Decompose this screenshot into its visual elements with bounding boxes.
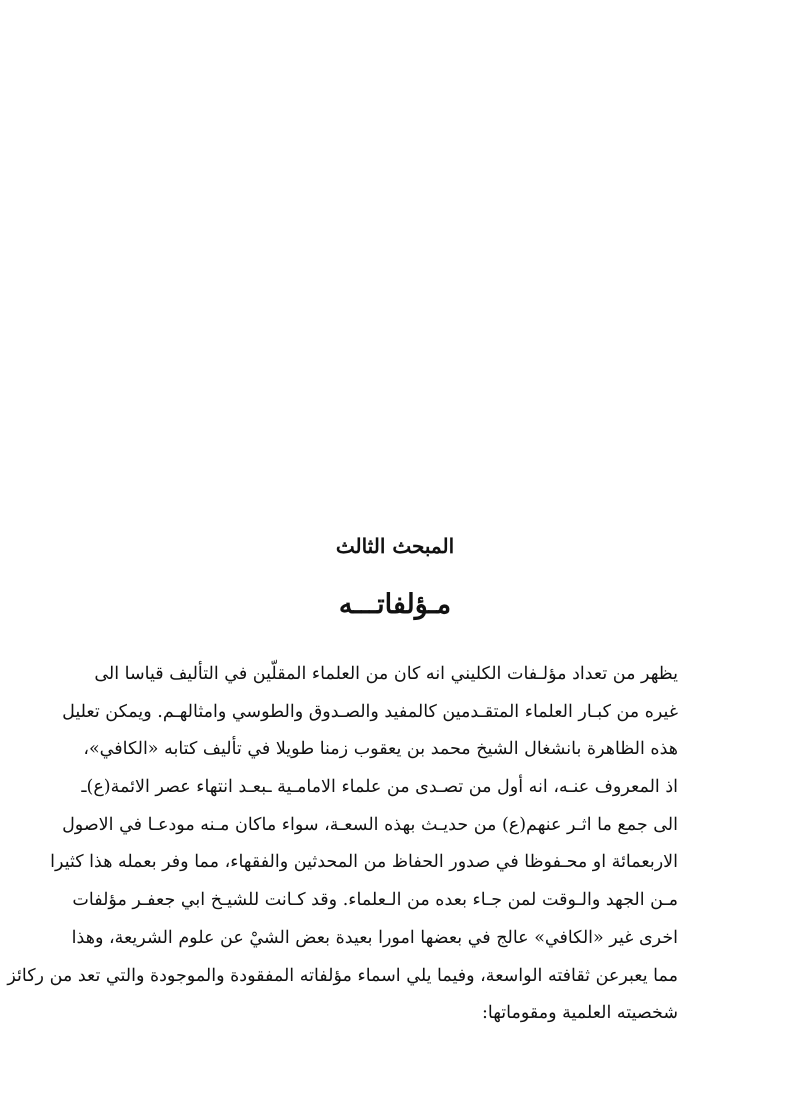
- text-line: مما يعبرعن ثقافته الواسعة، وفيما يلي اسماء مؤلفاته المفقودة والموجودة والتي تعد من ركائز: [7, 965, 678, 986]
- text-line: اخرى غير «الكافي» عالج في بعضها امورا بعيدة بعض الشيْ عن علوم الشريعة، وهذا: [71, 927, 678, 948]
- text-line: الاربعمائة او محـفوظا في صدور الحفاظ من المحدثين والفقهاء، مما وفر بعمله هذا كثيرا: [50, 852, 678, 873]
- text-line: يظهر من تعداد مؤلـفات الكليني انه كان من العلماء المقلّين في التأليف قياسا الى: [94, 664, 678, 684]
- text-line: هذه الظاهرة بانشغال الشيخ محمد بن يعقوب زمنا طويلا في تأليف كتابه «الكافي»،: [83, 739, 678, 760]
- text-line: شخصيته العلمية ومقوماتها:: [481, 1003, 678, 1024]
- chapter-title: مـؤلفاتـــه: [338, 589, 452, 620]
- text-line: اذ المعروف عنـه، انه أول من تصـدى من علماء الامامـية ـبعـد انتهاء عصر الائمة(ع)ـ: [81, 777, 678, 798]
- section-label: المبحث الثالث: [335, 534, 455, 558]
- text-line: غيره من كبـار العلماء المتقـدمين كالمفيد والصـدوق والطوسي وامثالهـم. ويمكن تعليل: [62, 701, 678, 722]
- body-paragraph: [7, 656, 678, 1033]
- text-line: مـن الجهد والـوقت لمن جـاء بعده من الـعلماء. وقد كـانت للشيـخ ابي جعفـر مؤلفات: [72, 890, 678, 911]
- text-line: الى جمع ما اثـر عنهم(ع) من حديـث بهذه السعـة، سواء ماكان مـنه مودعـا في الاصول: [62, 814, 678, 835]
